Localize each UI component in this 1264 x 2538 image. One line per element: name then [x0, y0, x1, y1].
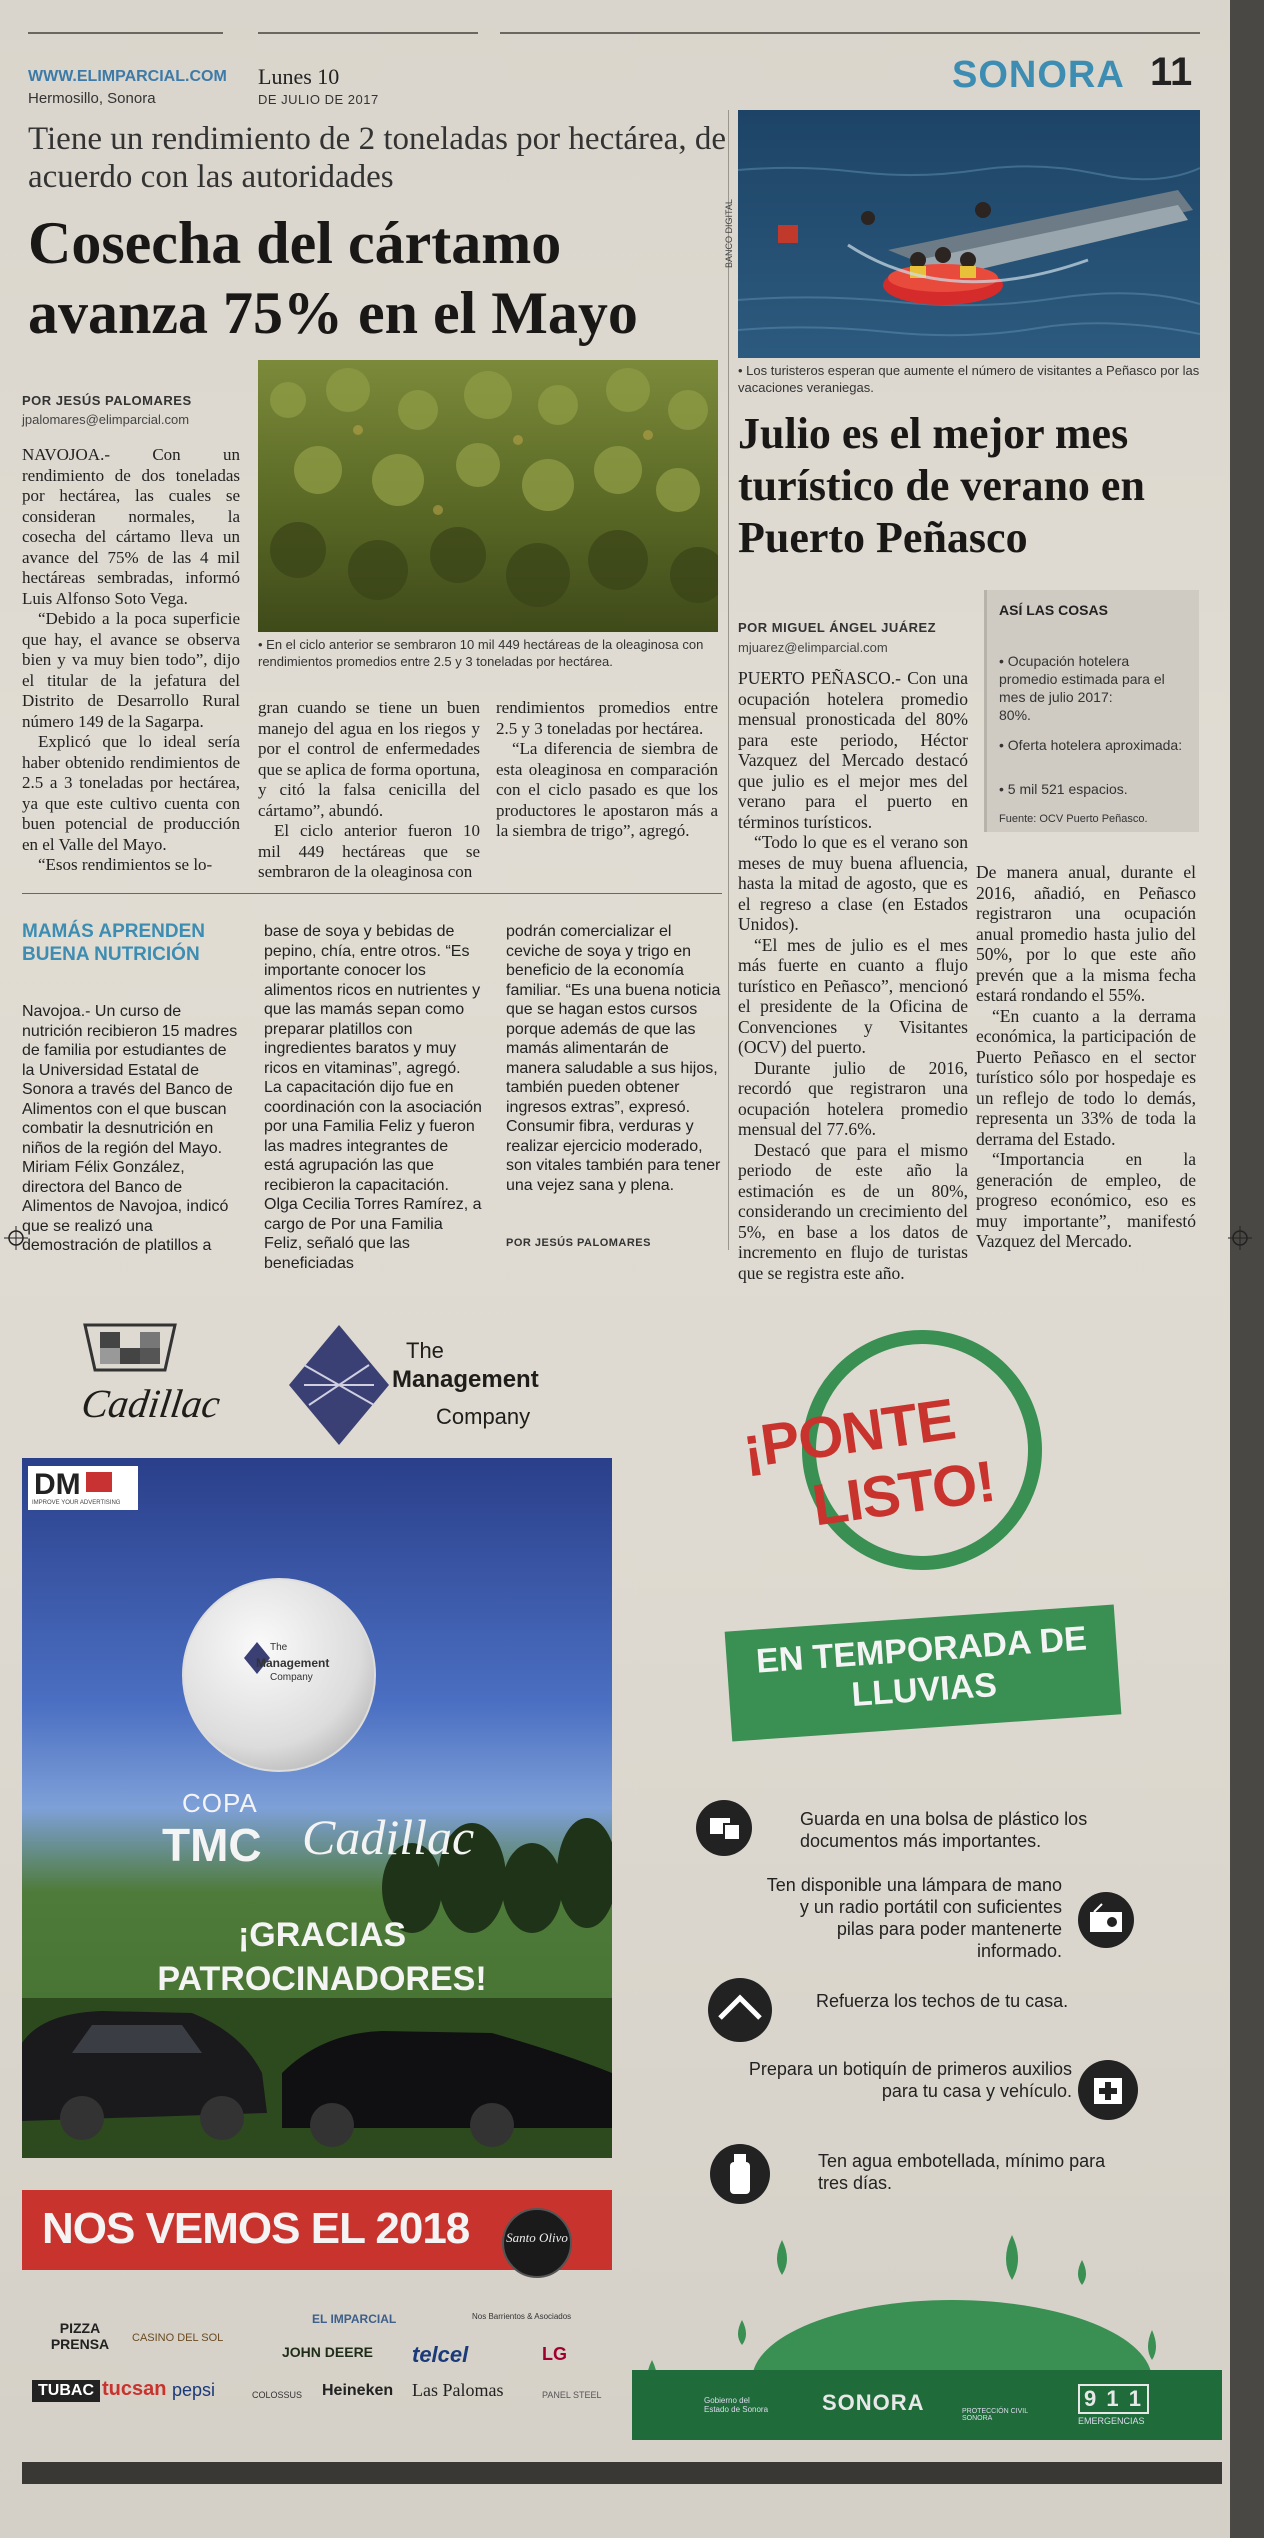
footer-911: 9 1 1 [1078, 2384, 1149, 2414]
sponsor-logo: COLOSSUS [252, 2390, 303, 2400]
story2-paragraph: De manera anual, durante el 2016, añadió, en Peñasco registraron una ocupación anual promedio hasta julio del 50%, por lo que este año prevén que a la misma fecha estará rondando el 55%. [976, 862, 1196, 1005]
story1-paragraph: “Debido a la poca superficie que hay, el avance se observa bien y va muy bien todo”, dijo el titular de la jefatura del Distrito de Desarrollo Rural número 149 de la Sagarpa. [22, 609, 240, 731]
temporada-banner [725, 1605, 1122, 1742]
cadillac-wordmark: Cadillac [78, 1381, 223, 1426]
tmc-diamond-icon [284, 1320, 394, 1450]
story1-paragraph: Explicó que lo ideal sería haber obtenido rendimientos de 2.5 a 3 toneladas por hectárea, ya que este cultivo cuenta con buen potencial de producción en el Valle del Mayo. [22, 732, 240, 854]
sponsor-logo: CASINO DEL SOL [132, 2332, 224, 2344]
story1-paragraph: “Esos rendimientos se lo- [38, 855, 213, 874]
tmc-label: TMC [162, 1819, 262, 1871]
sponsor-logo: Nos Barrientos & Asociados [472, 2312, 572, 2321]
dm-tagline: IMPROVE YOUR ADVERTISING [32, 1500, 121, 1506]
roof-icon [708, 1978, 772, 2042]
listo-label: LISTO! [808, 1448, 999, 1539]
facts-box-title: ASÍ LAS COSAS [999, 602, 1108, 618]
tip-text: Ten disponible una lámpara de mano y un radio portátil con suficientes pilas para poder mantenerte informado. [766, 1875, 1062, 1961]
facts-item: • Oferta hotelera aproximada: [999, 737, 1183, 753]
story2-email[interactable]: mjuarez@elimparcial.com [738, 640, 888, 655]
ball-line3: Company [270, 1672, 313, 1683]
story1-email[interactable]: jpalomares@elimparcial.com [22, 412, 190, 427]
story1-column-1 [22, 445, 240, 876]
radio-icon [1078, 1892, 1134, 1948]
top-rule [500, 32, 1200, 34]
tmc-line3: Company [436, 1404, 531, 1429]
ball-line1: The [270, 1642, 288, 1653]
city: Hermosillo, Sonora [28, 90, 156, 107]
tip-text: Ten agua embotellada, mínimo para tres días. [818, 2151, 1106, 2193]
sponsor-logo: LG [542, 2344, 567, 2364]
story2-byline: POR MIGUEL ÁNGEL JUÁREZ [738, 620, 937, 635]
top-rule [258, 32, 478, 34]
poster [22, 1458, 612, 2158]
water-bottle-icon [710, 2144, 770, 2204]
tip-text: Guarda en una bolsa de plástico los documentos más importantes. [800, 1809, 1088, 1851]
column-divider [728, 110, 729, 1250]
issue-day: Lunes 10 [258, 64, 340, 89]
story1-photo-caption: • En el ciclo anterior se sembraron 10 mil 449 hectáreas de la oleaginosa con rendimientos promedios entre 2.5 y 3 toneladas por hectárea. [258, 637, 704, 669]
story3-paragraph: Navojoa.- Un curso de nutrición recibieron 15 madres de familia por estudiantes de la Universidad Estatal de Sonora a través del Banco de Alimentos con el que buscan combatir la desnutrición en niños de la región del Mayo. Miriam Félix González, directora del Banco de Alimentos de Navojoa, indicó que se realizó una demostración de platillos a [22, 1003, 238, 1254]
first-aid-icon [1078, 2060, 1138, 2120]
story3-headline: MAMÁS APRENDEN BUENA NUTRICIÓN [22, 921, 205, 965]
story2-paragraph: “El mes de julio es el mes más fuerte en cuanto a flujo turístico en Peñasco”, mencionó el presidente de la Oficina de Convenciones y Visitantes (OCV) del puerto. [738, 934, 968, 1057]
story1-column-2 [258, 698, 480, 883]
gracias-label: ¡GRACIAS PATROCINADORES! [157, 1916, 487, 1998]
ponte-listo-ad[interactable] [632, 1300, 1222, 2440]
story2-headline: Julio es el mejor mes turístico de verano en Puerto Peñasco [738, 409, 1145, 562]
story1-paragraph: gran cuando se tiene un buen manejo del agua en los riegos y por el control de enfermedades que se aplica de forma oportuna, y citó la falsa cenicilla del cártamo”, abundó. [258, 698, 480, 820]
facts-box [984, 590, 1199, 832]
story1-paragraph: rendimientos promedios entre 2.5 y 3 toneladas por hectárea. [496, 698, 718, 738]
sponsor-logo: TUBAC [32, 2380, 100, 2402]
facts-item: • 5 mil 521 espacios. [999, 781, 1128, 797]
story1-paragraph: El ciclo anterior fueron 10 mil 449 hectáreas que se sembraron de la oleaginosa con [258, 821, 480, 881]
golf-ball [182, 1578, 376, 1772]
dm-logo-text: DM [34, 1468, 81, 1501]
story2-column-2 [976, 862, 1196, 1252]
top-rule [28, 32, 223, 34]
footer-sonora: SONORA [822, 2390, 925, 2415]
sponsor-logo: EL IMPARCIAL [312, 2312, 397, 2326]
ponte-label: ¡PONTE [738, 1386, 959, 1481]
sponsor-logo: PIZZA PRENSA [50, 2320, 110, 2352]
tip-text: Prepara un botiquín de primeros auxilios para tu casa y vehículo. [748, 2059, 1072, 2101]
story3-byline: POR JESÚS PALOMARES [506, 1237, 651, 1249]
story2-paragraph: PUERTO PEÑASCO.- Con una ocupación hotelera promedio mensual pronosticada del 80% para este periodo, Héctor Vazquez del Mercado destacó que julio es el mejor mes del verano para el puerto en términos turísticos. [738, 668, 968, 832]
sponsor-logo: telcel [412, 2342, 469, 2367]
sponsor-logo: PANEL STEEL [542, 2390, 602, 2400]
story1-paragraph: “La diferencia de siembra de esta oleaginosa en comparación con el ciclo pasado es que los productores le apostaron más a la siembra de trigo”, agregó. [496, 739, 718, 840]
dm-logo [28, 1466, 138, 1510]
story2-column-1 [738, 668, 968, 1283]
sponsor-logo: JOHN DEERE [282, 2344, 374, 2360]
story2-photo-caption: • Los turisteros esperan que aumente el número de visitantes a Peñasco por las vacaciones veraniegas. [738, 363, 1200, 395]
sponsor-logos [22, 2310, 622, 2410]
page-number: 11 [1150, 50, 1193, 94]
story2-paragraph: “Importancia en la generación de empleo, de progreso económico, eso es muy importante”, manifestó Vazquez del Mercado. [976, 1149, 1196, 1251]
story1-headline: Cosecha del cártamo avanza 75% en el Mayo [28, 210, 638, 346]
facts-source: Fuente: OCV Puerto Peñasco. [999, 813, 1148, 825]
story3-column-1 [22, 1002, 242, 1256]
story2-paragraph: “En cuanto a la derrama económica, la participación de Puerto Peñasco en el sector turístico sólo por hospedaje es un reflejo de todo lo demás, representa un 33% de toda la derrama del Estado. [976, 1005, 1196, 1149]
story1-kicker: Tiene un rendimiento de 2 toneladas por hectárea, de acuerdo con las autoridades [28, 121, 726, 195]
cadillac-script: Cadillac [302, 1809, 475, 1865]
cadillac-tmc-ad[interactable] [22, 1300, 622, 2440]
story2-paragraph: “Todo lo que es el verano son meses de muy buena afluencia, hasta la mitad de agosto, que es el regreso a clase (en Estados Unidos). [738, 832, 968, 934]
safflower-field-photo [258, 360, 718, 632]
tip-text: Refuerza los techos de tu casa. [816, 1991, 1069, 2011]
story3-column-3 [506, 922, 724, 1195]
sponsor-logo: tucsan [102, 2378, 167, 2400]
temporada-text: EN TEMPORADA DE LLUVIAS [754, 1619, 1088, 1714]
copa-label: COPA [182, 1788, 258, 1818]
facts-item: • Ocupación hotelera promedio estimada para el mes de julio 2017: [999, 653, 1165, 705]
story-divider [22, 893, 722, 894]
story1-column-3 [496, 698, 718, 842]
cadillac-crest-icon [80, 1320, 180, 1378]
site-url[interactable]: WWW.ELIMPARCIAL.COM [28, 68, 227, 85]
boat-tourists-photo [738, 110, 1200, 358]
sponsor-logo: Heineken [322, 2382, 394, 2399]
story1-byline: POR JESÚS PALOMARES [22, 393, 192, 408]
footer-gov: Gobierno del Estado de Sonora [704, 2396, 769, 2414]
sponsor-logo: Las Palomas [412, 2380, 504, 2400]
story3-paragraph: podrán comercializar el ceviche de soya y trigo en beneficio de la economía familiar. “Es una buena noticia que se hagan estos cursos porque además de que las mamás alimentarán de manera saludable a sus hijos, también pueden obtener ingresos extras”, expresó. Consumir fibra, verduras y realizar ejercicio moderado, son vitales también para tener una vejez sana y plena. [506, 923, 721, 1194]
dm-logo-flag [86, 1472, 112, 1492]
footer-proteccion-civil: PROTECCIÓN CIVIL SONORA [962, 2408, 1028, 2422]
santo-olivo-badge [502, 2208, 572, 2278]
tmc-line1: The [406, 1338, 444, 1363]
santo-olivo-text: Santo Olivo [506, 2230, 568, 2245]
tmc-line2: Management [392, 1366, 539, 1393]
story3-column-2 [264, 922, 482, 1273]
footer-emergencias: EMERGENCIAS [1078, 2416, 1145, 2426]
story1-paragraph: NAVOJOA.- Con un rendimiento de dos toneladas por hectárea, las cuales se consideran normales, la cosecha del cártamo lleva un avance del 75% de las 4 mil hectáreas sembradas, informó Luis Alfonso Soto Vega. [22, 445, 240, 608]
cars-graphic [22, 2003, 612, 2148]
sponsor-logo: pepsi [172, 2380, 216, 2400]
story2-paragraph: Durante julio de 2016, recordó que registraron una ocupación hotelera promedio mensual del 77.6%. [738, 1057, 968, 1139]
issue-date: DE JULIO DE 2017 [258, 92, 379, 107]
facts-item-value: 80%. [999, 707, 1031, 723]
ball-line2: Management [256, 1656, 330, 1670]
registration-mark-icon [4, 1226, 28, 1250]
bottom-bar [22, 2462, 1222, 2484]
section-title: SONORA [952, 54, 1125, 96]
story3-paragraph: base de soya y bebidas de pepino, chía, entre otros. “Es importante conocer los alimentos ricos en nutrientes y que las mamás sepan como preparar platillos con ingredientes baratos y muy ricos en vitaminas”, agregó. La capacitación dijo fue en coordinación con la asociación por una Familia Feliz y fueron las madres integrantes de está agrupación las que recibieron la capacitación. Olga Cecilia Torres Ramírez, a cargo de Por una Familia Feliz, señaló que las beneficiadas [264, 923, 482, 1272]
nos-vemos-text: NOS VEMOS EL 2018 [42, 2204, 470, 2253]
documents-icon [696, 1800, 752, 1856]
story2-paragraph: Destacó que para el mismo periodo de este año la estimación es de un 80%, considerando un crecimiento del 5%, en base a los datos de incremento en flujo de turistas que se registra este año. [738, 1139, 968, 1283]
photo-credit: BANCO DIGITAL [724, 199, 734, 268]
registration-mark-icon [1228, 1226, 1252, 1250]
